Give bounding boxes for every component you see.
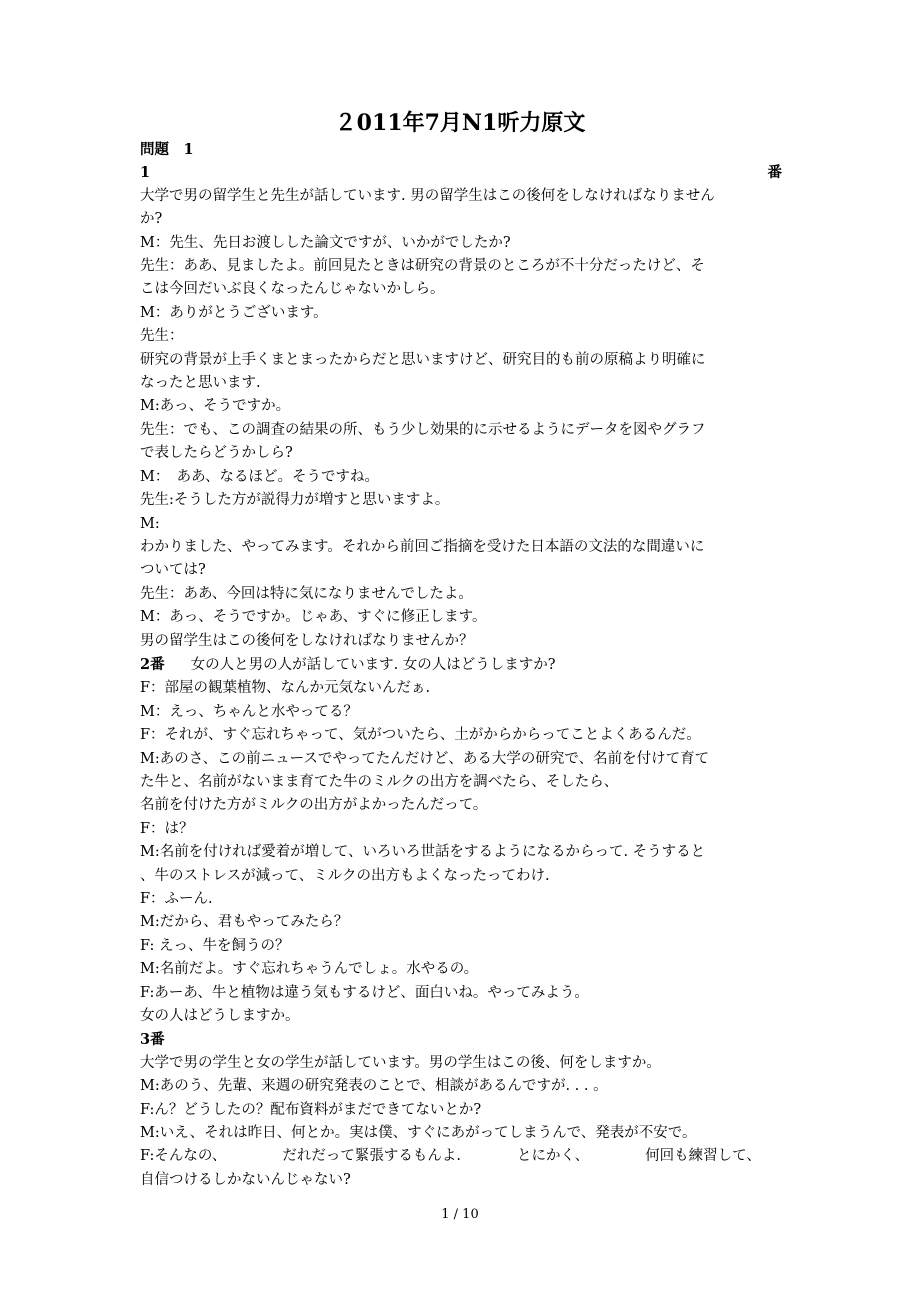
transcript-line: 名前を付けた方がミルクの出方がよかったんだって。 (140, 797, 488, 814)
transcript-line: わかりました、やってみます。それから前回ご指摘を受けた日本語の文法的な間違いに (140, 538, 705, 555)
transcript-line: F: えっ、牛を飼うの？ (140, 937, 290, 954)
question-1-ban: 番 (767, 164, 782, 182)
transcript-line: 、牛のストレスが減って、ミルクの出方もよくなったってわけ. (140, 867, 550, 884)
transcript-line: 自信つけるしかないんじゃない? (140, 1171, 351, 1188)
transcript-fragment: F:そんなの、 (140, 1148, 227, 1165)
question-1-number: 1 (140, 164, 151, 182)
transcript-line: M:あっ、そうですか。 (140, 398, 291, 415)
transcript-line: か? (140, 211, 163, 228)
transcript-fragment: とにかく、 (516, 1148, 590, 1165)
transcript-line: M：えっ、ちゃんと水やってる？ (140, 703, 358, 720)
transcript-line: M:いえ、それは昨日、何とか。実は僕、すぐにあがってしまうんで、発表が不安で。 (140, 1125, 697, 1142)
transcript-line: 大学で男の留学生と先生が話しています. 男の留学生はこの後何をしなければなりません (140, 187, 715, 204)
transcript-line: M：ありがとうございます。 (140, 304, 328, 321)
transcript-line: M:あのう、先輩、来週の研究発表のことで、相談があるんですが. . . 。 (140, 1078, 608, 1095)
question-3-transcript (140, 1052, 782, 1192)
transcript-fragment: だれだって緊張するもんよ. (282, 1148, 461, 1165)
document-body (140, 138, 782, 1192)
question-2-transcript (140, 677, 782, 1028)
question-2-prompt: 女の人はどうしますか。 (140, 1008, 300, 1025)
section-heading: 問題 1 (140, 141, 194, 158)
transcript-line: 先生： (140, 328, 184, 345)
question-1-transcript (140, 185, 782, 653)
transcript-line: M:だから、君もやってみたら？ (140, 914, 349, 931)
question-2-number: 2番 (140, 655, 165, 673)
transcript-line: 先生:そうした方が説得力が増すと思いますよ。 (140, 492, 450, 509)
question-2-heading (140, 653, 782, 677)
transcript-line: 先生：ああ、見ましたよ。前回見たときは研究の背景のところが不十分だったけど、そ (140, 258, 705, 275)
transcript-line: なったと思います. (140, 375, 261, 392)
transcript-line: こは今回だいぶ良くなったんじゃないかしら。 (140, 281, 445, 298)
transcript-line: F:あーあ、牛と植物は違う気もするけど、面白いね。やってみよう。 (140, 984, 589, 1001)
question-3-heading: 3番 (140, 1031, 165, 1049)
transcript-line: F：それが、すぐ忘れちゃって、気がついたら、土がからからってことよくあるんだ。 (140, 727, 701, 744)
question-2-intro: 女の人と男の人が話しています. 女の人はどうしますか? (190, 656, 556, 673)
transcript-line: ついては? (140, 562, 206, 579)
transcript-line: M:あのさ、この前ニュースでやってたんだけど、ある大学の研究で、名前を付けて育て (140, 750, 710, 767)
transcript-line: で表したらどうかしら? (140, 445, 293, 462)
transcript-line: 先生：でも、この調査の結果の所、もう少し効果的に示せるようにデータを図やグラフ (140, 421, 706, 438)
transcript-line: M：先生、先日お渡しした論文ですが、いかがでしたか? (140, 234, 511, 251)
transcript-line: た牛と、名前がないまま育てた牛のミルクの出方を調べたら、そしたら、 (140, 773, 619, 790)
transcript-line: M:名前を付ければ愛着が増して、いろいろ世話をするようになるからって. そうすると (140, 844, 706, 861)
transcript-line: M： ああ、なるほど。そうですね。 (140, 468, 380, 485)
question-1-heading (140, 161, 782, 184)
transcript-line-spaced (140, 1145, 782, 1168)
transcript-line: F：部屋の観葉植物、なんか元気ないんだぁ. (140, 680, 431, 697)
transcript-line: F：は？ (140, 820, 194, 837)
transcript-fragment: 何回も練習して、 (645, 1148, 761, 1165)
document-title: ２011年7月N1听力原文 (334, 110, 586, 136)
transcript-line: M：あっ、そうですか。じゃあ、すぐに修正します。 (140, 609, 487, 626)
transcript-line: 大学で男の学生と女の学生が話しています。男の学生はこの後、何をしますか。 (140, 1054, 661, 1071)
transcript-line: M: (140, 515, 160, 532)
transcript-line: F:ん？どうしたの？配布資料がまだできてないとか? (140, 1101, 482, 1118)
question-1-prompt: 男の留学生はこの後何をしなければなりませんか？ (140, 632, 474, 649)
transcript-line: 先生：ああ、今回は特に気になりませんでしたよ。 (140, 585, 473, 602)
transcript-line: 研究の背景が上手くまとまったからだと思いますけど、研究目的も前の原稿より明確に (140, 351, 706, 368)
page-number: 1 / 10 (441, 1207, 479, 1222)
transcript-line: M:名前だよ。すぐ忘れちゃうんでしょ。水やるの。 (140, 961, 479, 978)
transcript-line: F：ふーん. (140, 891, 213, 907)
